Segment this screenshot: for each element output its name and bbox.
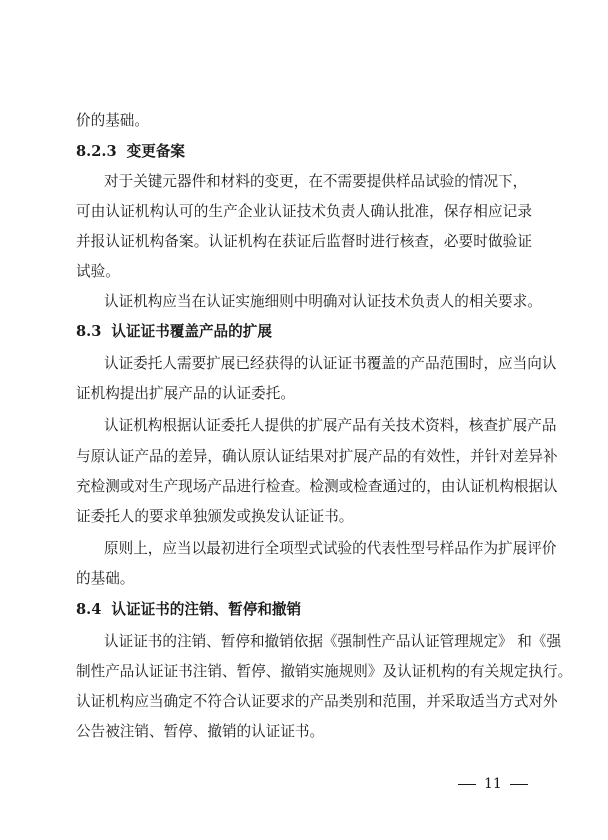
section-title: 认证证书覆盖产品的扩展 — [111, 323, 272, 340]
paragraph-line: 证机构提出扩展产品的认证委托。 — [76, 385, 295, 402]
section-heading-8-4 — [76, 600, 301, 620]
paragraph-line: 证委托人的要求单独颁发或换发认证证书。 — [76, 508, 354, 525]
paragraph-line: 认证委托人需要扩展已经获得的认证证书覆盖的产品范围时，应当向认 — [104, 355, 557, 372]
section-number: 8.3 — [76, 323, 102, 340]
section-title: 认证证书的注销、暂停和撤销 — [111, 601, 302, 618]
paragraph-line: 并报认证机构备案。认证机构在获证后监督时进行核查，必要时做验证 — [76, 233, 532, 250]
section-title: 变更备案 — [126, 143, 186, 160]
section-number: 8.4 — [76, 601, 102, 618]
paragraph-line: 认证机构应当确定不符合认证要求的产品类别和范围，并采取适当方式对外 — [76, 693, 558, 710]
dash-right — [510, 784, 528, 785]
paragraph-line: 原则上，应当以最初进行全项型式试验的代表性型号样品作为扩展评价 — [104, 540, 557, 557]
page-number: 11 — [484, 776, 502, 792]
paragraph-line: 制性产品认证证书注销、暂停、撤销实施规则》及认证机构的有关规定执行。 — [76, 663, 573, 680]
paragraph-line: 对于关键元器件和材料的变更，在不需要提供样品试验的情况下， — [104, 173, 528, 190]
dash-left — [458, 784, 476, 785]
paragraph-line: 可由认证机构认可的生产企业认证技术负责人确认批准，保存相应记录 — [76, 203, 532, 220]
paragraph-line: 充检测或对生产现场产品进行检查。检测或检查通过的，由认证机构根据认 — [76, 478, 558, 495]
section-heading-8-3 — [76, 322, 272, 342]
section-heading-8-2-3 — [76, 142, 185, 162]
paragraph-line: 认证证书的注销、暂停和撤销依据《强制性产品认证管理规定》 和《强 — [104, 633, 562, 650]
paragraph-line: 认证机构根据认证委托人提供的扩展产品有关技术资料，核查扩展产品 — [104, 417, 557, 434]
page-footer — [458, 776, 528, 792]
paragraph-line: 的基础。 — [76, 570, 135, 587]
paragraph-line: 价的基础。 — [76, 112, 149, 129]
paragraph-line: 公告被注销、暂停、撤销的认证证书。 — [76, 723, 325, 740]
paragraph-line: 认证机构应当在认证实施细则中明确对认证技术负责人的相关要求。 — [104, 293, 542, 310]
paragraph-line: 试验。 — [76, 263, 120, 280]
paragraph-line: 与原认证产品的差异，确认原认证结果对扩展产品的有效性，并针对差异补 — [76, 448, 558, 465]
section-number: 8.2.3 — [76, 143, 117, 160]
